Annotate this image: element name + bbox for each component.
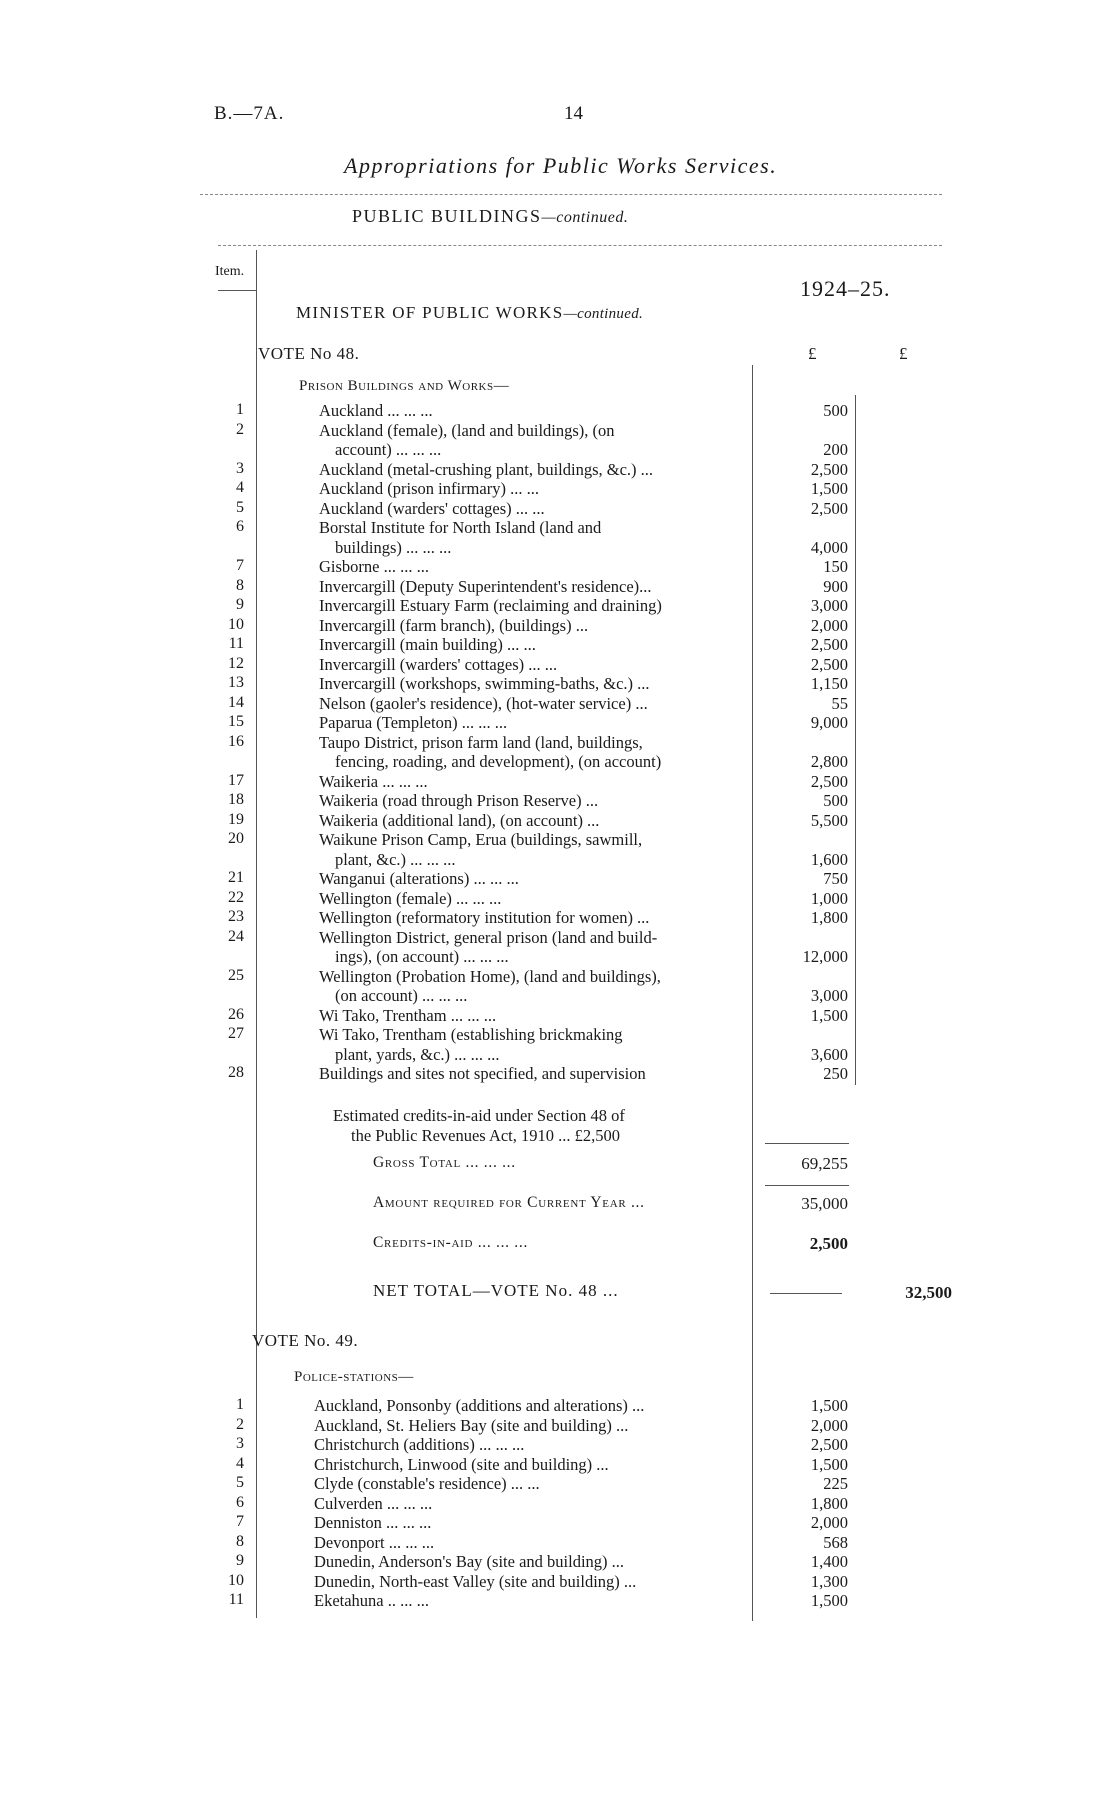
item-amount: 1,000: [810, 888, 848, 908]
item-number: 15: [228, 713, 244, 730]
item-number: 8: [236, 576, 244, 594]
item-description: Dunedin, Anderson's Bay (site and building) ...: [314, 1552, 625, 1571]
item-amount: 3,000: [810, 986, 848, 1005]
item-amount: 568: [823, 1532, 848, 1552]
item-description: Wi Tako, Trentham ... ... ...: [319, 1005, 497, 1025]
item-description: Denniston ... ... ...: [314, 1513, 432, 1532]
item-description: Clyde (constable's residence) ... ...: [314, 1474, 540, 1493]
item-amount: 1,600: [810, 849, 848, 869]
divider: [200, 194, 942, 195]
item-amount: 200: [823, 440, 848, 459]
item-amount: 9,000: [810, 713, 848, 732]
item-number: 9: [236, 1552, 244, 1569]
item-number: 18: [228, 791, 244, 808]
item-description: Christchurch, Linwood (site and building) ...: [314, 1454, 609, 1474]
item-description: Waikeria (road through Prison Reserve) ...: [319, 791, 599, 810]
item-amount: 225: [823, 1474, 848, 1493]
item-description: buildings) ... ... ...: [335, 537, 452, 557]
item-description: Taupo District, prison farm land (land, buildings,: [319, 732, 643, 752]
item-description: Invercargill (workshops, swimming-baths, &c.) ...: [319, 674, 650, 693]
item-description: Auckland (metal-crushing plant, buildings, &c.) ...: [319, 459, 654, 479]
item-number: 6: [236, 518, 244, 535]
vote-49-heading: VOTE No. 49.: [252, 1331, 359, 1350]
item-column-header: Item.: [215, 264, 245, 279]
item-number: 24: [228, 927, 244, 945]
credits-in-aid-value: 2,500: [809, 1234, 848, 1253]
minister-suffix: —continued.: [563, 306, 644, 322]
item-description: Devonport ... ... ...: [314, 1532, 435, 1552]
currency-symbol: £: [808, 344, 817, 363]
item-number: 2: [236, 1415, 244, 1433]
item-number: 14: [228, 693, 244, 711]
item-description: Wellington (reformatory institution for women) ...: [319, 908, 650, 927]
net-total-label: NET TOTAL—VOTE No. 48 ...: [373, 1281, 619, 1300]
item-description: Invercargill Estuary Farm (reclaiming and draining): [319, 596, 662, 615]
item-number: 5: [236, 1474, 244, 1491]
gross-total-label: Gross Total ... ... ...: [373, 1154, 516, 1171]
item-number: 10: [228, 615, 244, 633]
column-rule: [855, 395, 856, 1085]
total-rule: [765, 1185, 849, 1186]
column-rule: [752, 365, 753, 1621]
group-heading-prison: Prison Buildings and Works—: [299, 378, 510, 394]
page-number: 14: [564, 103, 583, 124]
item-description: Auckland ... ... ...: [319, 401, 433, 420]
item-description: Invercargill (Deputy Superintendent's residence)...: [319, 576, 652, 596]
item-amount: 2,800: [810, 752, 848, 771]
item-description: Auckland (female), (land and buildings), (on: [319, 420, 615, 440]
item-description: Auckland (prison infirmary) ... ...: [319, 479, 539, 498]
item-number: 27: [228, 1025, 244, 1042]
item-amount: 1,150: [810, 674, 848, 693]
item-amount: 750: [823, 869, 848, 888]
section-name: PUBLIC BUILDINGS: [352, 206, 542, 226]
item-description: Invercargill (main building) ... ...: [319, 635, 536, 654]
item-description: (on account) ... ... ...: [335, 986, 468, 1005]
amount-required-label: Amount required for Current Year ...: [373, 1194, 645, 1211]
item-description: Culverden ... ... ...: [314, 1493, 433, 1513]
item-number: 17: [228, 771, 244, 789]
item-amount: 2,000: [810, 1415, 848, 1435]
item-number: 6: [236, 1493, 244, 1511]
item-number: 20: [228, 830, 244, 847]
item-description: Auckland, St. Heliers Bay (site and building) ...: [314, 1415, 629, 1435]
amount-required-value: 35,000: [801, 1194, 848, 1213]
item-amount: 2,500: [810, 654, 848, 674]
item-amount: 1,500: [810, 1591, 848, 1610]
item-amount: 12,000: [802, 947, 848, 966]
item-description: Borstal Institute for North Island (land and: [319, 518, 602, 537]
item-amount: 500: [823, 791, 848, 810]
item-number: 1: [236, 401, 244, 418]
total-rule: [765, 1143, 849, 1144]
item-number: 4: [236, 479, 244, 496]
item-amount: 2,000: [810, 615, 848, 635]
item-amount: 2,500: [810, 1435, 848, 1454]
item-number: 10: [228, 1571, 244, 1589]
item-description: Waikeria (additional land), (on account) ...: [319, 810, 600, 830]
item-number: 21: [228, 869, 244, 886]
year-column-header: 1924–25.: [800, 276, 891, 301]
item-amount: 1,500: [810, 479, 848, 498]
item-amount: 1,500: [810, 1005, 848, 1025]
document-reference: B.—7A.: [214, 103, 285, 124]
item-number: 3: [236, 1435, 244, 1452]
item-description: Auckland (warders' cottages) ... ...: [319, 498, 545, 518]
item-amount: 1,800: [810, 908, 848, 927]
item-description: Wellington (Probation Home), (land and buildings),: [319, 966, 661, 986]
gross-total-value: 69,255: [801, 1154, 848, 1173]
item-number: 19: [228, 810, 244, 828]
item-description: Wellington (female) ... ... ...: [319, 888, 502, 908]
item-number: 8: [236, 1532, 244, 1550]
item-description: Waikeria ... ... ...: [319, 771, 428, 791]
item-amount: 1,500: [810, 1396, 848, 1415]
credits-note-line-2: the Public Revenues Act, 1910 ... £2,500: [351, 1126, 621, 1145]
item-amount: 2,500: [810, 635, 848, 654]
item-description: ings), (on account) ... ... ...: [335, 947, 509, 966]
item-amount: 2,500: [810, 459, 848, 479]
item-description: plant, &c.) ... ... ...: [335, 849, 456, 869]
item-amount: 900: [823, 576, 848, 596]
item-amount: 3,000: [810, 596, 848, 615]
item-amount: 2,500: [810, 771, 848, 791]
item-number: 13: [228, 674, 244, 691]
item-description: Paparua (Templeton) ... ... ...: [319, 713, 508, 732]
page-title: Appropriations for Public Works Services.: [344, 153, 778, 178]
minister-name: MINISTER OF PUBLIC WORKS: [296, 303, 564, 322]
group-heading-police: Police-stations—: [294, 1369, 414, 1385]
item-number: 5: [236, 498, 244, 516]
item-number: 26: [228, 1005, 244, 1023]
item-amount: 55: [831, 693, 848, 713]
item-amount: 250: [823, 1064, 848, 1083]
item-number: 11: [228, 635, 244, 652]
item-number: 28: [228, 1064, 244, 1081]
item-number: 22: [228, 888, 244, 906]
credits-in-aid-label: Credits-in-aid ... ... ...: [373, 1234, 529, 1251]
item-number: 12: [228, 654, 244, 672]
item-amount: 5,500: [810, 810, 848, 830]
net-total-rule: [770, 1293, 842, 1294]
item-amount: 1,400: [810, 1552, 848, 1571]
item-amount: 2,000: [810, 1513, 848, 1532]
section-title: [352, 206, 628, 227]
section-suffix: —continued.: [541, 209, 629, 226]
item-amount: 3,600: [810, 1044, 848, 1064]
item-amount: 1,300: [810, 1571, 848, 1591]
item-number: 7: [236, 557, 244, 574]
item-description: Buildings and sites not specified, and supervision: [319, 1064, 646, 1083]
item-number: 2: [236, 420, 244, 438]
item-description: Christchurch (additions) ... ... ...: [314, 1435, 525, 1454]
net-total-value: 32,500: [905, 1283, 952, 1302]
item-description: Wi Tako, Trentham (establishing brickmaking: [319, 1025, 623, 1044]
item-number: 25: [228, 966, 244, 984]
item-number: 23: [228, 908, 244, 925]
item-amount: 1,800: [810, 1493, 848, 1513]
item-description: Nelson (gaoler's residence), (hot-water service) ...: [319, 693, 648, 713]
item-number: 7: [236, 1513, 244, 1530]
item-amount: 2,500: [810, 498, 848, 518]
credits-note-line-1: Estimated credits-in-aid under Section 48 of: [333, 1106, 625, 1125]
item-number: 9: [236, 596, 244, 613]
item-description: Eketahuna .. ... ...: [314, 1591, 430, 1610]
item-amount: 1,500: [810, 1454, 848, 1474]
item-description: Gisborne ... ... ...: [319, 557, 429, 576]
item-amount: 4,000: [810, 537, 848, 557]
item-header-rule: [218, 290, 256, 291]
column-rule: [256, 250, 257, 1618]
item-description: Waikune Prison Camp, Erua (buildings, sawmill,: [319, 830, 643, 849]
minister-heading: [296, 303, 643, 323]
item-description: Invercargill (warders' cottages) ... ...: [319, 654, 558, 674]
item-description: Wanganui (alterations) ... ... ...: [319, 869, 519, 888]
item-description: Invercargill (farm branch), (buildings) ...: [319, 615, 589, 635]
vote-48-heading: VOTE No 48.: [258, 344, 360, 363]
item-number: 4: [236, 1454, 244, 1472]
item-description: Wellington District, general prison (land and build-: [319, 927, 658, 947]
item-number: 3: [236, 459, 244, 477]
item-description: account) ... ... ...: [335, 440, 442, 459]
currency-symbol: £: [899, 344, 908, 363]
item-number: 16: [228, 732, 244, 750]
item-amount: 150: [823, 557, 848, 576]
item-description: fencing, roading, and development), (on account): [335, 752, 662, 771]
divider: [218, 245, 942, 246]
item-description: plant, yards, &c.) ... ... ...: [335, 1044, 500, 1064]
credits-note: [333, 1106, 625, 1146]
item-number: 11: [228, 1591, 244, 1608]
item-amount: 500: [823, 401, 848, 420]
item-number: 1: [236, 1396, 244, 1413]
item-description: Dunedin, North-east Valley (site and building) ...: [314, 1571, 637, 1591]
item-description: Auckland, Ponsonby (additions and alterations) ...: [314, 1396, 645, 1415]
